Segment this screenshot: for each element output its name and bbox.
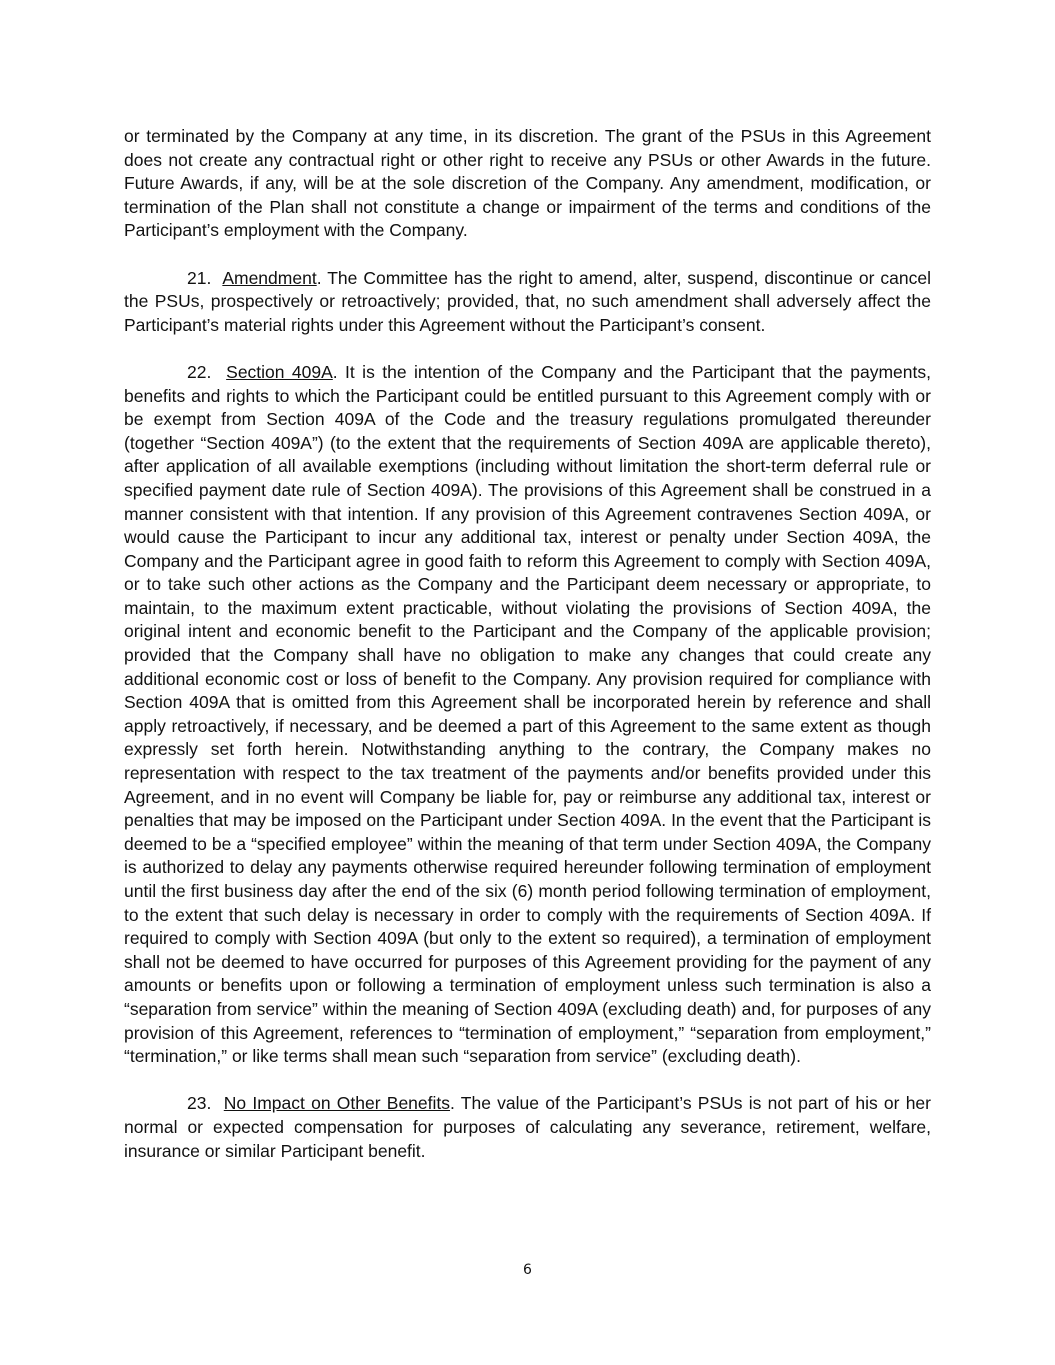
section-21-body: . The Committee has the right to amend, alter, suspend, discontinue or cancel the PSUs, prospectively or retroactively; provided, that, no such amendment shall adversely affect the Participant’s material rights under this Agreement without the Participant’s consent.: [124, 267, 931, 335]
section-23-heading: No Impact on Other Benefits: [223, 1093, 451, 1114]
section-23-number: 23.: [187, 1093, 212, 1114]
section-22-body: . It is the intention of the Company and the Participant that the payments, benefits and rights to which the Participant could be entitled pursuant to this Agreement comply with or be exempt from Section 409A of the Code and the treasury regulations promulgated thereunder (together “Section 409A”) (to the extent that the requirements of Section 409A are applicable thereto), after application of all available exemptions (including without limitation the short-term deferral rule or specified payment date rule of Section 409A). The provisions of this Agreement shall be construed in a manner consistent with that intention. If any provision of this Agreement contravenes Section 409A, or would cause the Participant to incur any additional tax, interest or penalty under Section 409A, the Company and the Participant agree in good faith to reform this Agreement to comply with Section 409A, or to take such other actions as the Company and the Participant deem necessary or appropriate, to maintain, to the maximum extent practicable, without violating the provisions of Section 409A, the original intent and economic benefit to the Participant and the Company of the applicable provision; provided that the Company shall have no obligation to make any changes that could create any additional economic cost or loss of benefit to the Company. Any provision required for compliance with Section 409A that is omitted from this Agreement shall be incorporated herein by reference and shall apply retroactively, if necessary, and be deemed a part of this Agreement to the same extent as though expressly set forth herein. Notwithstanding anything to the contrary, the Company makes no representation with respect to the tax treatment of the payments and/or benefits provided under this Agreement, and in no event will Company be liable for, pay or reimburse any additional tax, interest or penalties that may be imposed on the Participant under Section 409A. In the event that the Participant is deemed to be a “specified employee” within the meaning of that term under Section 409A, the Company is authorized to delay any payments otherwise required hereunder following termination of employment until the first business day after the end of the six (6) month period following termination of employment, to the extent that such delay is necessary in order to comply with the requirements of Section 409A. If required to comply with Section 409A (but only to the extent so required), a termination of employment shall not be deemed to have occurred for purposes of this Agreement providing for the payment of any amounts or benefits upon or following a termination of employment unless such termination is also a “separation from service” within the meaning of Section 409A (excluding death) and, for purposes of any provision of this Agreement, references to “termination of employment,” “separation from employment,” “termination,” or like terms shall mean such “separation from service” (excluding death).: [124, 361, 931, 1067]
section-21-heading: Amendment: [222, 267, 317, 288]
continuation-paragraph: or terminated by the Company at any time, in its discretion. The grant of the PSUs in this Agreement does not create any contractual right or other right to receive any PSUs or other Awards in the future. Future Awards, if any, will be at the sole discretion of the Company. Any amendment, modification, or termination of the Plan shall not constitute a change or impairment of the terms and conditions of the Participant’s employment with the Company.: [124, 126, 931, 241]
section-21-number: 21.: [187, 267, 212, 288]
section-22-number: 22.: [187, 361, 212, 382]
page-number: 6: [523, 1262, 532, 1278]
section-22-heading: Section 409A: [226, 361, 333, 382]
section-23-paragraph: [124, 1092, 931, 1163]
section-23-body: . The value of the Participant’s PSUs is not part of his or her normal or expected compensation for purposes of calculating any severance, retirement, welfare, insurance or similar Participant benefit.: [124, 1093, 931, 1161]
section-22-paragraph: [124, 361, 931, 1069]
section-21-paragraph: [124, 267, 931, 338]
document-body: [124, 125, 931, 1187]
